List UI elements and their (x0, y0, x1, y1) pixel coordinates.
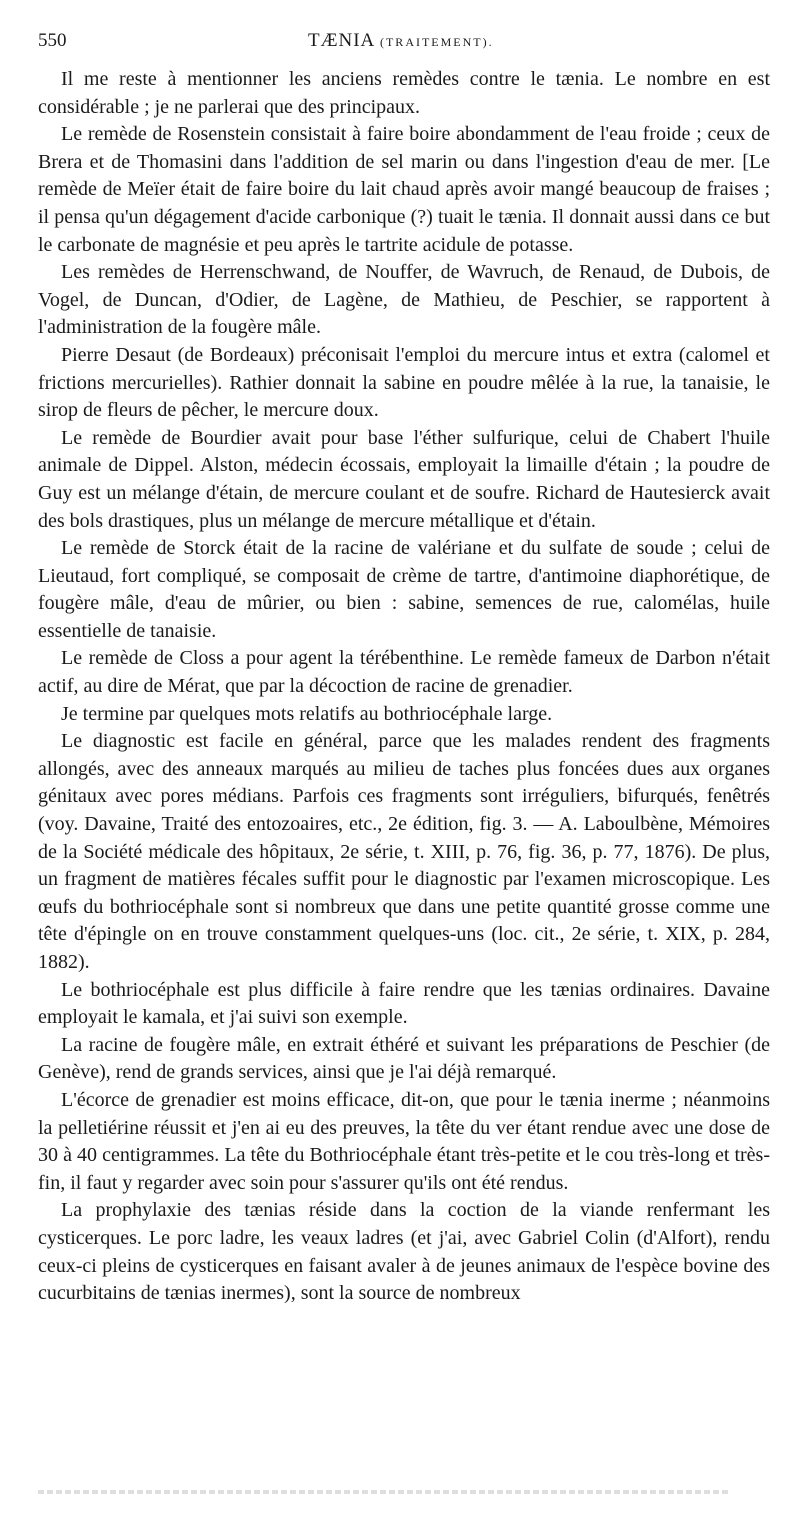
paragraph: Pierre Desaut (de Bordeaux) préconisait l'emploi du mercure intus et extra (calomel et frictions mercurielles). Rathier donnait la sabine en poudre mêlée à la rue, la tanaisie, le sirop de fleurs de pêcher, le mercure doux. (38, 343, 770, 422)
paragraph: Le remède de Storck était de la racine de valériane et du sulfate de soude ; celui de Lieutaud, fort compliqué, se composait de crème de tartre, d'antimoine diaphorétique, de fougère mâle, d'eau de mûrier, ou bien : sabine, semences de rue, calomélas, huile essentielle de tanaisie. (38, 537, 770, 642)
body-text (38, 66, 770, 1308)
page-number: 550 (38, 30, 67, 51)
document-page (38, 30, 770, 1308)
paragraph: Le remède de Closs a pour agent la térébenthine. Le remède fameux de Darbon n'était actif, au dire de Mérat, que par la décoction de racine de grenadier. (38, 647, 770, 698)
paragraph: Le remède de Bourdier avait pour base l'éther sulfurique, celui de Chabert l'huile animale de Dippel. Alston, médecin écossais, employait la limaille d'étain ; la poudre de Guy est un mélange d'étain, de mercure coulant et de soufre. Richard de Hautesierck avait des bols drastiques, plus un mélange de mercure métallique et d'étain. (38, 426, 770, 532)
running-title-sub: (TRAITEMENT). (379, 35, 494, 49)
running-title-main: TÆNIA (308, 30, 375, 51)
paragraph: Les remèdes de Herrenschwand, de Nouffer, de Wavruch, de Renaud, de Dubois, de Vogel, de Duncan, d'Odier, de Lagène, de Mathieu, de Peschier, se rapportent à l'administration de la fougère mâle. (38, 261, 770, 339)
paragraph: Il me reste à mentionner les anciens remèdes contre le tænia. Le nombre en est considérable ; je ne parlerai que des principaux. (38, 68, 770, 118)
paragraph: La racine de fougère mâle, en extrait éthéré et suivant les préparations de Peschier (de Genève), rend de grands services, ainsi que je l'ai déjà remarqué. (38, 1033, 770, 1084)
paragraph: L'écorce de grenadier est moins efficace, dit-on, que pour le tænia inerme ; néanmoins la pelletiérine réussit et j'en ai eu des preuves, la tête du ver étant rendue avec une dose de 30 à 40 centigrammes. La tête du Bothriocéphale étant très-petite et le cou très-long et très-fin, il faut y regarder avec soin pour s'assurer qu'ils ont été rendus. (38, 1088, 770, 1194)
running-head (38, 30, 770, 60)
paragraph: Le remède de Rosenstein consistait à faire boire abondamment de l'eau froide ; ceux de Brera et de Thomasini dans l'addition de sel marin ou dans l'ingestion d'eau de mer. [Le remède de Meïer était de faire boire du lait chaud après avoir mangé beaucoup de fraises ; il pensa qu'un dégagement d'acide carbonique (?) tuait le tænia. Il donnait aussi dans ce but le carbonate de magnésie et peu après le tartrite acidule de potasse. (38, 123, 770, 256)
paragraph: Le bothriocéphale est plus difficile à faire rendre que les tænias ordinaires. Davaine employait le kamala, et j'ai suivi son exemple. (38, 978, 770, 1029)
paragraph: Je termine par quelques mots relatifs au bothriocéphale large. (61, 702, 553, 725)
paragraph: La prophylaxie des tænias réside dans la coction de la viande renfermant les cysticerques. Le porc ladre, les veaux ladres (et j'ai, avec Gabriel Colin (d'Alfort), rendu ceux-ci pleins de cysticerques en faisant avaler à de jeunes animaux de l'espèce bovine des cucurbitains de tænias inermes), sont la source de nombreux (38, 1199, 770, 1305)
faint-bleedthrough-line (38, 1490, 728, 1494)
running-title (308, 30, 494, 52)
paragraph: Le diagnostic est facile en général, parce que les malades rendent des fragments allongés, avec des anneaux marqués au milieu de taches plus foncées dues aux organes génitaux avec pores médians. Parfois ces fragments sont irréguliers, bifurqués, fenêtrés (voy. Davaine, Traité des entozoaires, etc., 2e édition, fig. 3. — A. Laboulbène, Mémoires de la Société médicale des hôpitaux, 2e série, t. XIII, p. 76, fig. 36, p. 77, 1876). De plus, un fragment de matières fécales suffit pour le diagnostic par l'examen microscopique. Les œufs du bothriocéphale sont si nombreux que dans une petite quantité grosse comme une tête d'épingle on en trouve constamment quelques-uns (loc. cit., 2e série, t. XIX, p. 284, 1882). (38, 730, 770, 973)
